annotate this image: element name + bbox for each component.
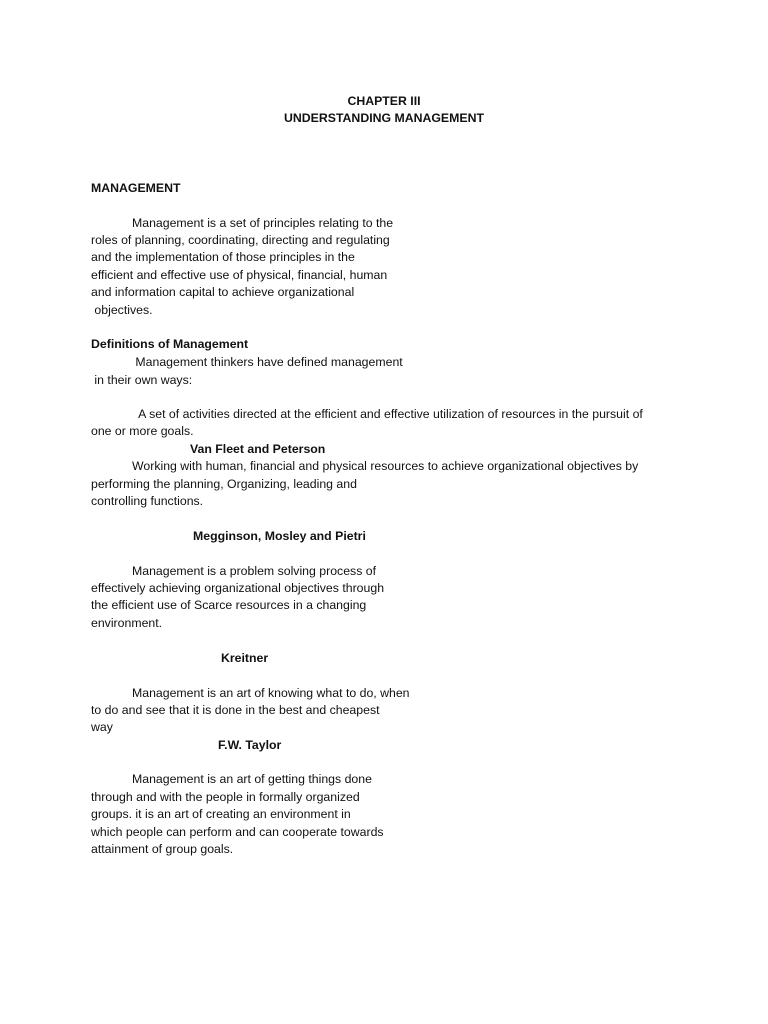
paragraph-line: efficient and effective use of physical, financial, human (91, 268, 388, 282)
definition-author: Kreitner (221, 651, 269, 665)
paragraph-line: attainment of group goals. (91, 842, 234, 856)
paragraph-line: and information capital to achieve organizational (91, 285, 355, 299)
definitions-heading: Definitions of Management (91, 337, 249, 351)
paragraph-line: Management is an art of getting things done (91, 772, 372, 786)
paragraph-line: way (91, 720, 113, 734)
paragraph-line: effectively achieving organizational objectives through (91, 581, 385, 595)
paragraph-line: Management is a set of principles relating to the (91, 216, 394, 230)
chapter-title: UNDERSTANDING MANAGEMENT (284, 111, 484, 125)
paragraph-line: controlling functions. (91, 494, 204, 508)
definition-author: Megginson, Mosley and Pietri (193, 529, 366, 543)
paragraph-line: to do and see that it is done in the best and cheapest (91, 703, 380, 717)
paragraph-line: Management thinkers have defined management (91, 355, 403, 369)
paragraph-line: Management is an art of knowing what to do, when (91, 686, 410, 700)
paragraph-line: A set of activities directed at the efficient and effective utilization of resources in the pursuit of (91, 407, 643, 421)
paragraph-line: environment. (91, 616, 163, 630)
paragraph-line: Working with human, financial and physical resources to achieve organizational objectives by (91, 459, 639, 473)
paragraph-line: through and with the people in formally organized (91, 790, 360, 804)
paragraph-line: one or more goals. (91, 424, 194, 438)
paragraph-line: roles of planning, coordinating, directing and regulating (91, 233, 390, 247)
paragraph-line: the efficient use of Scarce resources in a changing (91, 598, 367, 612)
section-heading: MANAGEMENT (91, 181, 181, 195)
paragraph-line: objectives. (91, 303, 153, 317)
paragraph-line: which people can perform and can cooperate towards (91, 825, 384, 839)
definition-author: Van Fleet and Peterson (190, 442, 326, 456)
chapter-number: CHAPTER III (347, 94, 421, 108)
paragraph-line: Management is a problem solving process of (91, 564, 377, 578)
paragraph-line: performing the planning, Organizing, leading and (91, 477, 357, 491)
definition-author: F.W. Taylor (218, 738, 282, 752)
paragraph-line: and the implementation of those principles in the (91, 250, 355, 264)
paragraph-line: in their own ways: (91, 373, 193, 387)
paragraph-line: groups. it is an art of creating an environment in (91, 807, 351, 821)
